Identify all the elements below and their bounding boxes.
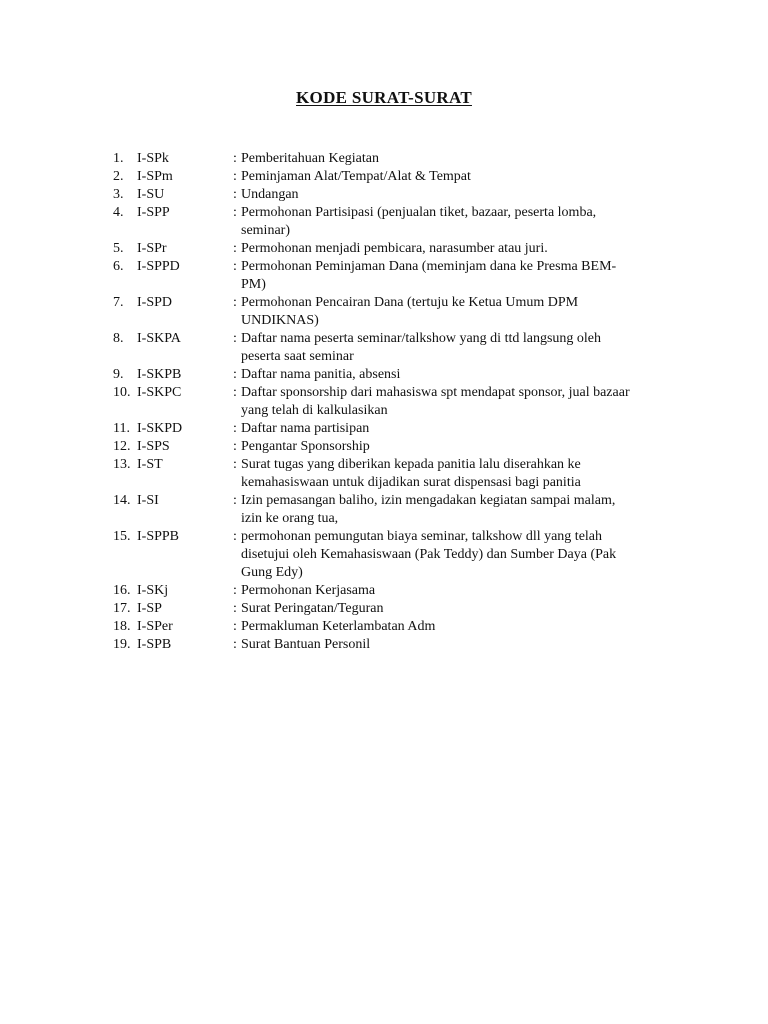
code-description: Permohonan Peminjaman Dana (meminjam dana ke Presma BEM- PM) <box>241 259 617 292</box>
letter-code: I-SKPD <box>137 421 183 436</box>
item-number: 8. <box>113 331 124 346</box>
code-description: Pemberitahuan Kegiatan <box>241 151 380 166</box>
letter-code-list <box>113 150 693 654</box>
letter-code: I-ST <box>137 457 163 472</box>
letter-code: I-SPS <box>137 439 170 454</box>
separator-colon: : <box>233 457 237 472</box>
list-item <box>113 366 693 384</box>
list-item <box>113 384 693 420</box>
letter-code: I-SPm <box>137 169 173 184</box>
separator-colon: : <box>233 259 237 274</box>
document-title: KODE SURAT-SURAT <box>296 88 472 107</box>
list-item <box>113 582 693 600</box>
code-description: Daftar sponsorship dari mahasiswa spt mendapat sponsor, jual bazaar yang telah di kalkulasikan <box>241 385 630 418</box>
code-description: Daftar nama peserta seminar/talkshow yang di ttd langsung oleh peserta saat seminar <box>241 331 602 364</box>
item-number: 9. <box>113 367 124 382</box>
letter-code: I-SKPC <box>137 385 182 400</box>
list-item <box>113 456 693 492</box>
list-item <box>113 636 693 654</box>
list-item <box>113 600 693 618</box>
item-number: 17. <box>113 601 131 616</box>
item-number: 7. <box>113 295 124 310</box>
item-number: 12. <box>113 439 131 454</box>
letter-code: I-SI <box>137 493 159 508</box>
letter-code: I-SPr <box>137 241 167 256</box>
item-number: 2. <box>113 169 124 184</box>
item-number: 3. <box>113 187 124 202</box>
list-item <box>113 240 693 258</box>
letter-code: I-SKPB <box>137 367 182 382</box>
separator-colon: : <box>233 331 237 346</box>
separator-colon: : <box>233 241 237 256</box>
item-number: 4. <box>113 205 124 220</box>
separator-colon: : <box>233 385 237 400</box>
list-item <box>113 258 693 294</box>
code-description: Surat Peringatan/Teguran <box>241 601 384 616</box>
separator-colon: : <box>233 439 237 454</box>
item-number: 18. <box>113 619 131 634</box>
item-number: 11. <box>113 421 130 436</box>
code-description: Daftar nama panitia, absensi <box>241 367 401 382</box>
separator-colon: : <box>233 205 237 220</box>
letter-code: I-SKPA <box>137 331 181 346</box>
separator-colon: : <box>233 421 237 436</box>
separator-colon: : <box>233 295 237 310</box>
list-item <box>113 330 693 366</box>
list-item <box>113 420 693 438</box>
letter-code: I-SU <box>137 187 165 202</box>
letter-code: I-SPk <box>137 151 169 166</box>
list-item <box>113 204 693 240</box>
code-description: Undangan <box>241 187 299 202</box>
code-description: Izin pemasangan baliho, izin mengadakan kegiatan sampai malam, izin ke orang tua, <box>241 493 616 526</box>
code-description: Permohonan Kerjasama <box>241 583 376 598</box>
code-description: Permakluman Keterlambatan Adm <box>241 619 436 634</box>
item-number: 13. <box>113 457 131 472</box>
letter-code: I-SPPD <box>137 259 180 274</box>
separator-colon: : <box>233 187 237 202</box>
item-number: 6. <box>113 259 124 274</box>
separator-colon: : <box>233 619 237 634</box>
list-item <box>113 492 693 528</box>
document-title-block <box>0 88 768 108</box>
separator-colon: : <box>233 583 237 598</box>
code-description: Pengantar Sponsorship <box>241 439 370 454</box>
code-description: Daftar nama partisipan <box>241 421 370 436</box>
list-item <box>113 294 693 330</box>
item-number: 5. <box>113 241 124 256</box>
code-description: Surat Bantuan Personil <box>241 637 371 652</box>
list-item <box>113 168 693 186</box>
code-description: permohonan pemungutan biaya seminar, talkshow dll yang telah disetujui oleh Kemahasiswaan (Pak Teddy) dan Sumber Daya (Pak Gung Edy) <box>241 529 617 580</box>
separator-colon: : <box>233 529 237 544</box>
separator-colon: : <box>233 151 237 166</box>
item-number: 1. <box>113 151 124 166</box>
code-description: Permohonan Partisipasi (penjualan tiket, bazaar, peserta lomba, seminar) <box>241 205 597 238</box>
letter-code: I-SKj <box>137 583 169 598</box>
item-number: 14. <box>113 493 131 508</box>
letter-code: I-SPer <box>137 619 173 634</box>
letter-code: I-SP <box>137 601 162 616</box>
list-item <box>113 438 693 456</box>
code-description: Peminjaman Alat/Tempat/Alat & Tempat <box>241 169 471 184</box>
code-description: Permohonan Pencairan Dana (tertuju ke Ketua Umum DPM UNDIKNAS) <box>241 295 579 328</box>
list-item <box>113 618 693 636</box>
item-number: 10. <box>113 385 131 400</box>
separator-colon: : <box>233 601 237 616</box>
item-number: 15. <box>113 529 131 544</box>
list-item <box>113 528 693 582</box>
letter-code: I-SPB <box>137 637 172 652</box>
code-description: Permohonan menjadi pembicara, narasumber atau juri. <box>241 241 548 256</box>
list-item <box>113 186 693 204</box>
letter-code: I-SPP <box>137 205 170 220</box>
code-description: Surat tugas yang diberikan kepada panitia lalu diserahkan ke kemahasiswaan untuk dijadikan surat dispensasi bagi panitia <box>241 457 581 490</box>
letter-code: I-SPPB <box>137 529 180 544</box>
separator-colon: : <box>233 493 237 508</box>
separator-colon: : <box>233 367 237 382</box>
separator-colon: : <box>233 637 237 652</box>
separator-colon: : <box>233 169 237 184</box>
item-number: 19. <box>113 637 131 652</box>
item-number: 16. <box>113 583 131 598</box>
letter-code: I-SPD <box>137 295 173 310</box>
list-item <box>113 150 693 168</box>
